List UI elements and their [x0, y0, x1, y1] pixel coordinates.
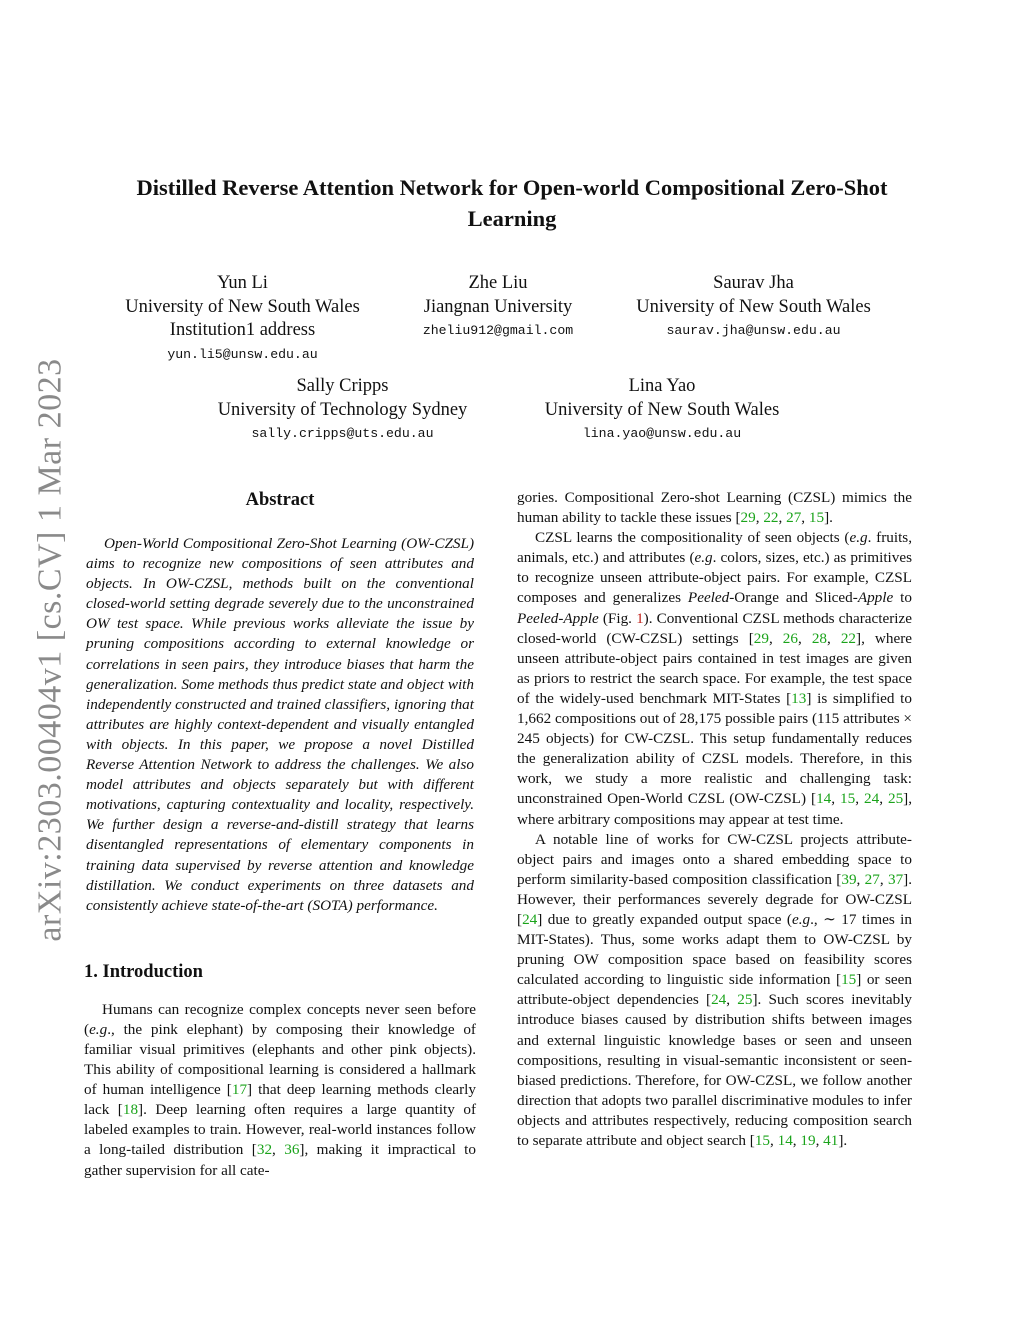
citation-link[interactable]: 22 — [840, 629, 857, 647]
citation-link[interactable]: 15 — [841, 971, 857, 989]
citation-link[interactable]: 17 — [231, 1081, 248, 1099]
citation-link[interactable]: 15 — [754, 1132, 771, 1149]
author-email[interactable]: sally.cripps@uts.edu.au — [251, 426, 434, 441]
intro-paragraph-1-continued: gories. Compositional Zero-shot Learning (CZSL) mimics the human ability to tackle these issues [29, 22, 27, 15]. — [517, 489, 912, 527]
citation-link[interactable]: 27 — [786, 509, 802, 527]
author-block — [110, 272, 375, 367]
intro-paragraph-2: CZSL learns the compositionality of seen objects (e.g. fruits, animals, etc.) and attributes (e.g. colors, sizes, etc.) as primitives to recognize unseen attribute-object pairs. For example, CZSL composes and generalizes Peeled-Orange and Sliced-Apple to Peeled-Apple (Fig. 1). Conventional CZSL methods characterize closed-world (CW-CZSL) settings [29, 26, 28, 22], where unseen attribute-object pairs contained in test images are given as priors to restrict the search space. For example, the test space of the widely-used benchmark MIT-States [13] is simplified to 1,662 compositions out of 28,175 possible pairs (115 attributes × 245 objects) for CW-CZSL. This setup fundamentally reduces the generalization ability of CZSL models. Therefore, in this work, we study a more realistic and challenging task: unconstrained Open-World CZSL (OW-CZSL) [14, 15, 24, 25], where arbitrary compositions may appear at test time. — [517, 529, 913, 828]
paper-title: Distilled Reverse Attention Network for Open-world Compositional Zero-Shot Learning — [136, 175, 888, 231]
author-block — [195, 375, 490, 446]
author-name: Zhe Liu — [468, 273, 528, 293]
abstract-body: Open-World Compositional Zero-Shot Learning (OW-CZSL) aims to recognize new compositions of seen attributes and objects. In OW-CZSL, methods built on the conventional closed-world setting degrade severely due to the unconstrained OW test space. While previous works alleviate the issue by pruning compositions according to external knowledge or correlations in seen pairs, they introduce biases that harm the generalization. Some methods thus predict state and object with independently constructed and trained classifiers, ignoring that attributes are highly context-dependent and visually entangled with objects. In this paper, we propose a novel Distilled Reverse Attention Network to address the challenges. We also model attributes and objects separately but with different motivations, capturing contextuality and locality, respectively. We further design a reverse-and-distill strategy that learns disentangled representations of elementary components in training data supervised by reverse attention and knowledge distillation. We conduct experiments on three datasets and consistently achieve state-of-the-art (SOTA) performance. — [86, 535, 474, 914]
intro-p1-continued: ], making it impractical to gather supervision for all cate- — [84, 1141, 476, 1179]
author-name: Sally Cripps — [296, 376, 389, 396]
citation-link[interactable]: 25 — [887, 790, 904, 808]
citation-link[interactable]: 18 — [122, 1101, 139, 1119]
citation-link[interactable]: 27 — [864, 870, 880, 888]
arxiv-stamp — [6, 330, 96, 970]
intro-paragraph-1: Humans can recognize complex concepts never seen before (e.g., the pink elephant) by composing their knowledge of familiar visual primitives (elephants and other pink objects). This ability of compositional learning is considered a hallmark of human intelligence [17] that deep learning methods clearly lack [18]. Deep learning often requires a large quantity of labeled examples to train. However, real-world instances follow a long-tailed distribution [32, 36], making it impractical to gather supervision for all cate- — [84, 1000, 477, 1179]
arxiv-stamp-text: arXiv:2303.00404v1 [cs.CV] 1 Mar 2023 — [32, 358, 70, 942]
author-email[interactable]: zheliu912@gmail.com — [422, 323, 574, 338]
author-affiliation: Jiangnan University — [423, 296, 573, 317]
author-name: Lina Yao — [628, 376, 696, 396]
citation-link[interactable]: 26 — [782, 629, 798, 647]
author-address: Institution1 address — [169, 320, 316, 340]
section-heading-introduction: 1. Introduction — [84, 961, 203, 982]
citation-link[interactable]: 22 — [763, 509, 779, 527]
author-affiliation: University of New South Wales — [125, 296, 360, 317]
author-name: Yun Li — [217, 273, 268, 293]
citation-link[interactable]: 28 — [811, 629, 827, 647]
author-block — [620, 272, 887, 343]
figure-ref-link[interactable]: 1 — [636, 609, 644, 627]
intro-paragraph-3: A notable line of works for CW-CZSL projects attribute-object pairs and images onto a shared embedding space to perform similarity-based composition classification [39, 27, 37]. However, their performances severely degrade for OW-CZSL [24] due to greatly expanded output space (e.g., ∼ 17 times in MIT-States). Thus, some works adapt them to OW-CZSL by pruning OW composition space based on feasibility scores calculated according to linguistic side information [15] or seen attribute-object dependencies [24, 25]. Such scores inevitably introduce biases caused by distribution shifts between images and external linguistic knowledge bases or seen and unseen compositions, resulting in visual-semantic inconsistent or seen-biased predictions. Therefore, for OW-CZSL, we follow another direction that adopts two parallel discriminative modules to infer objects and attributes respectively, reducing composition search to separate attribute and object search [15, 14, 19, 41]. — [517, 830, 913, 1149]
author-affiliation: University of New South Wales — [636, 296, 871, 317]
author-email[interactable]: lina.yao@unsw.edu.au — [582, 426, 742, 441]
citation-link[interactable]: 36 — [284, 1141, 300, 1159]
author-email[interactable]: yun.li5@unsw.edu.au — [167, 346, 318, 362]
left-column — [84, 488, 476, 1181]
citation-link[interactable]: 14 — [777, 1132, 793, 1149]
author-block — [398, 272, 598, 343]
citation-link[interactable]: 15 — [808, 509, 825, 527]
citation-link[interactable]: 41 — [823, 1132, 839, 1149]
citation-link[interactable]: 24 — [711, 991, 727, 1009]
citation-link[interactable]: 24 — [864, 790, 880, 808]
citation-link[interactable]: 25 — [737, 991, 753, 1009]
citation-link[interactable]: 29 — [740, 509, 756, 527]
citation-link[interactable]: 39 — [841, 870, 857, 888]
abstract-heading: Abstract — [245, 490, 315, 510]
right-column — [517, 488, 912, 1151]
citation-link[interactable]: 32 — [256, 1141, 273, 1159]
citation-link[interactable]: 14 — [816, 790, 832, 808]
intro-p1-tail: gories. Compositional Zero-shot Learning (CZSL) mimics the human ability to tackle these issues [ — [517, 489, 912, 527]
citation-link[interactable]: 19 — [800, 1132, 816, 1149]
author-name: Saurav Jha — [713, 273, 794, 293]
citation-link[interactable]: 29 — [753, 629, 769, 647]
author-block — [528, 375, 796, 446]
author-email[interactable]: saurav.jha@unsw.edu.au — [666, 323, 841, 338]
citation-link[interactable]: 15 — [840, 790, 856, 808]
author-affiliation: University of Technology Sydney — [217, 399, 468, 420]
citation-link[interactable]: 13 — [791, 689, 807, 707]
author-affiliation: University of New South Wales — [544, 399, 780, 420]
citation-link[interactable]: 24 — [522, 910, 538, 928]
citation-link[interactable]: 37 — [887, 870, 904, 888]
